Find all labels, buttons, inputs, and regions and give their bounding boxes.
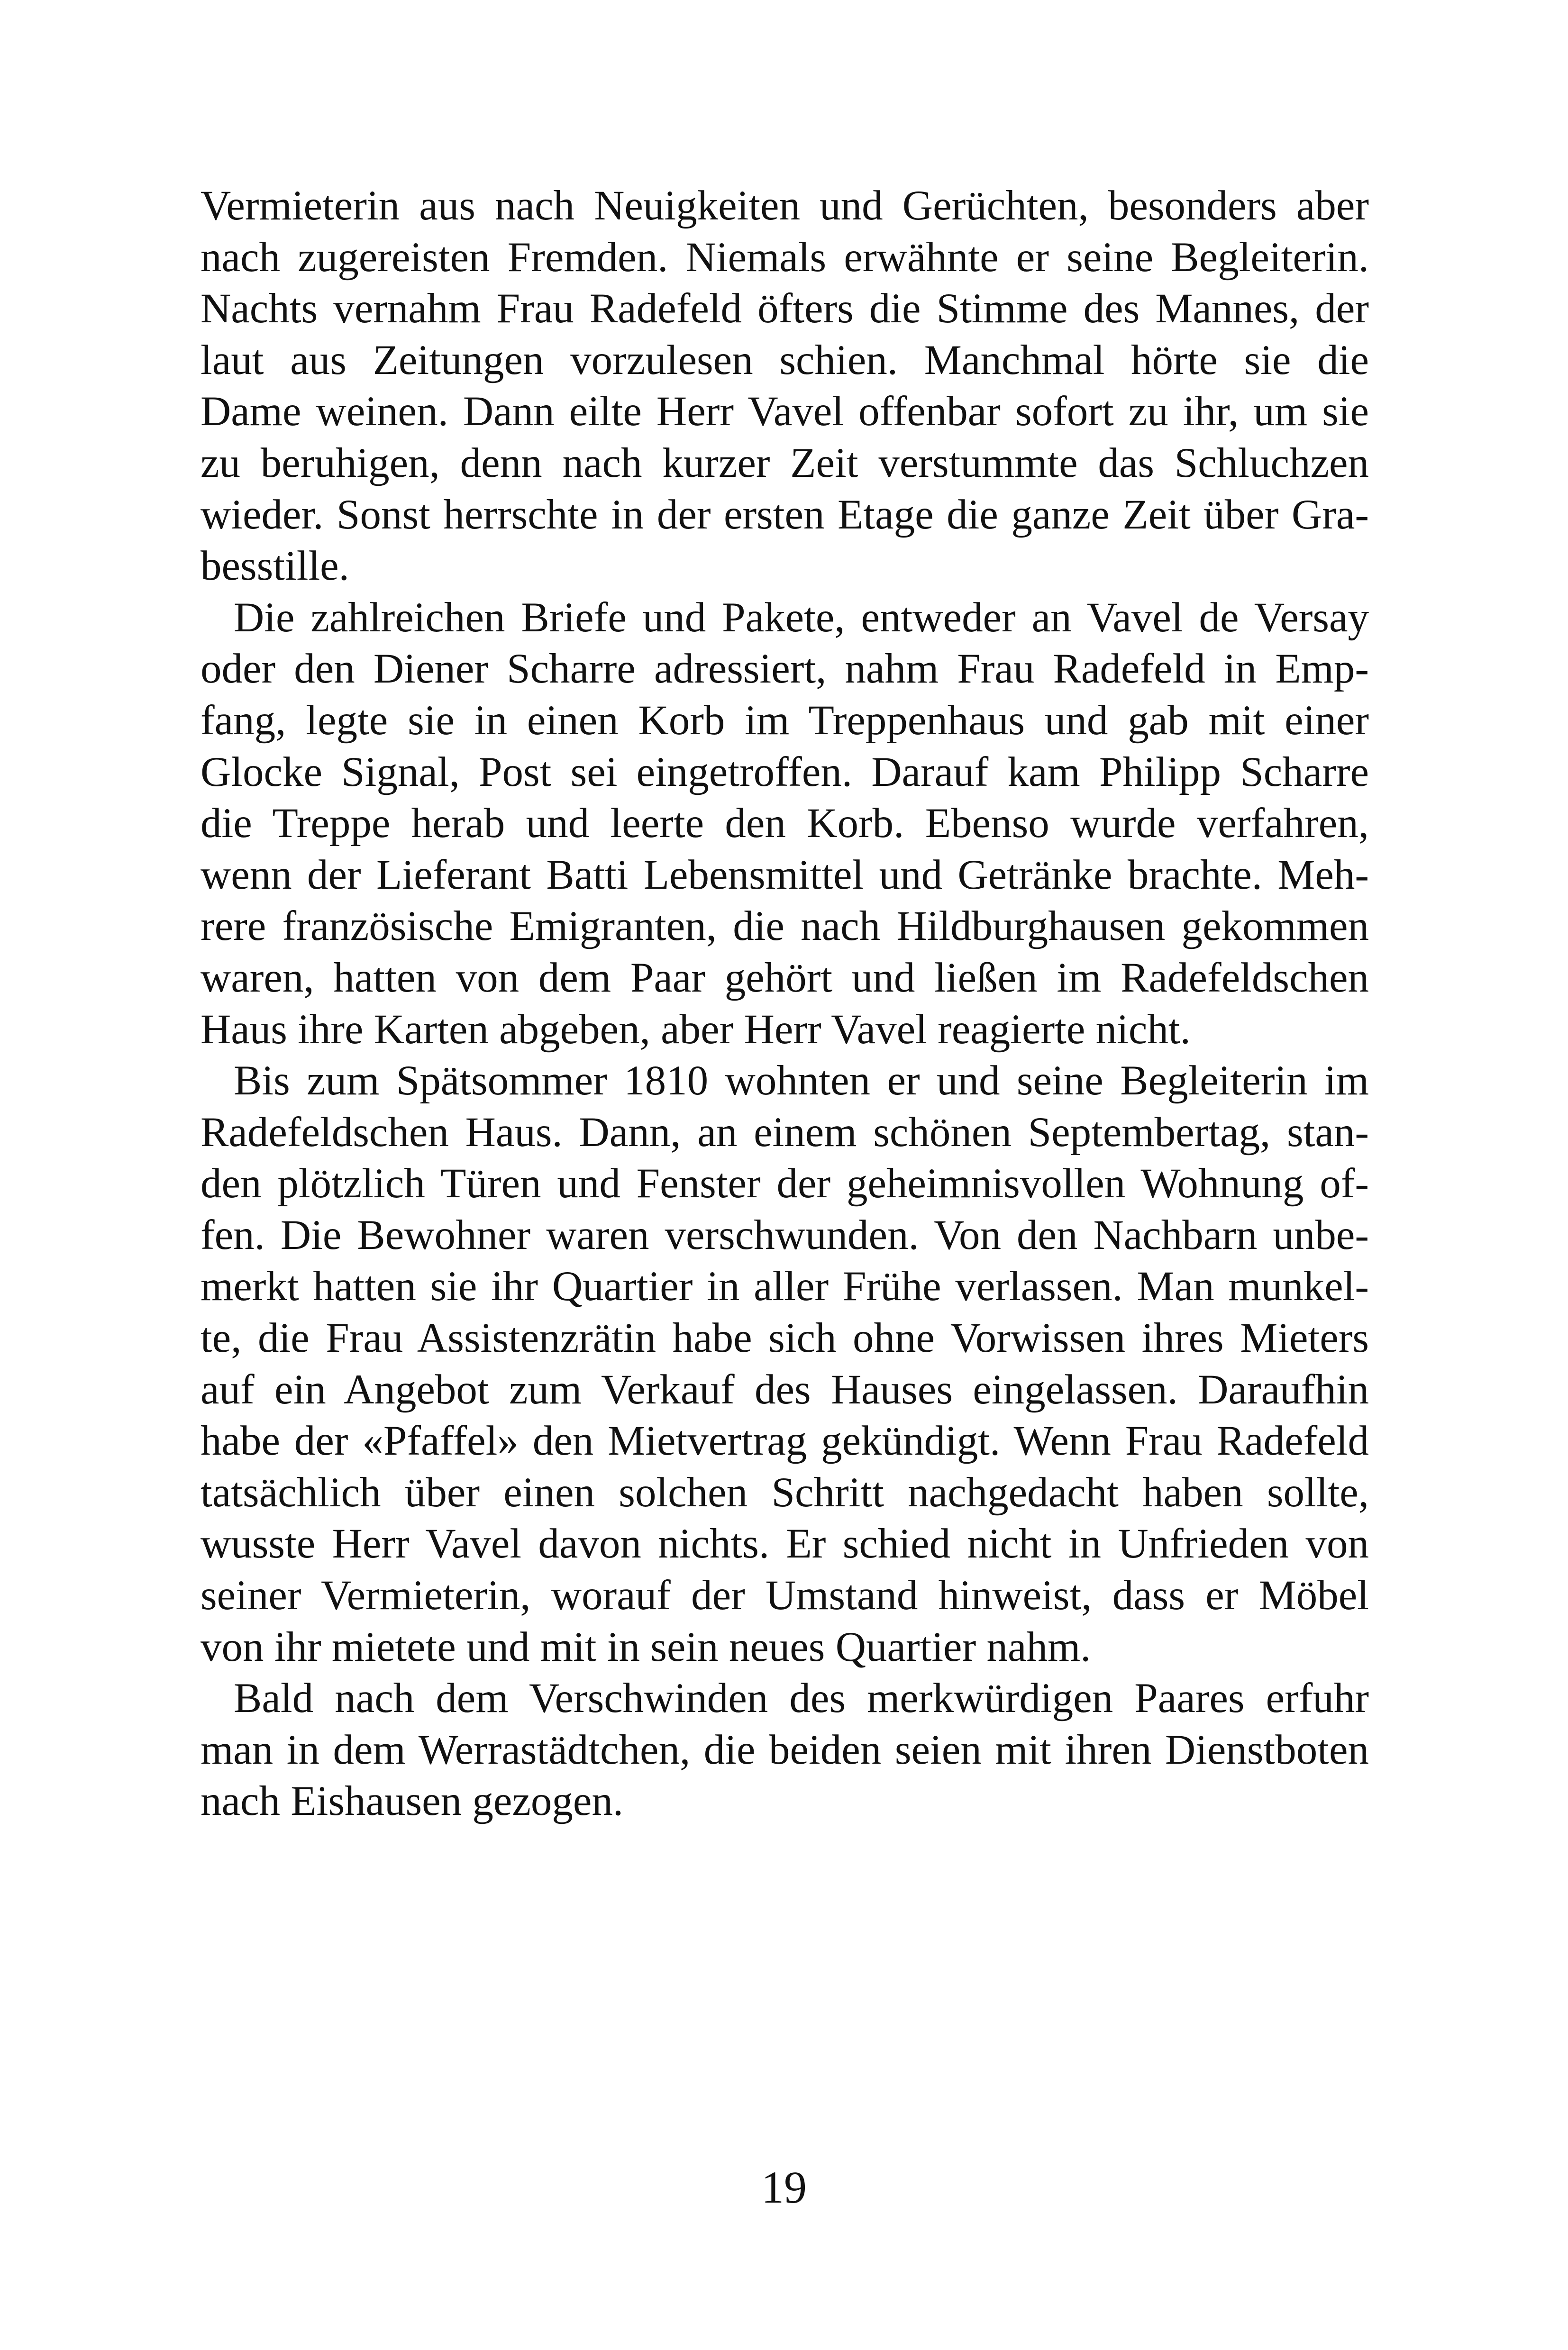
text-line: besstille. xyxy=(201,543,349,590)
text-line: Radefeldschen Haus. Dann, an einem schönen Septembertag, stan- xyxy=(201,1109,1369,1156)
text-line: rere französische Emigranten, die nach Hildburghausen gekommen xyxy=(201,903,1369,950)
text-line: fang, legte sie in einen Korb im Treppenhaus und gab mit einer xyxy=(201,697,1369,744)
paragraph-2 xyxy=(201,592,1369,1055)
text-line: Bis zum Spätsommer 1810 wohnten er und seine Begleiterin im xyxy=(234,1057,1369,1104)
text-line: Vermieterin aus nach Neuigkeiten und Gerüchten, besonders aber xyxy=(201,182,1369,229)
text-line: nach zugereisten Fremden. Niemals erwähnte er seine Begleiterin. xyxy=(201,234,1369,281)
text-line: von ihr mietete und mit in sein neues Quartier nahm. xyxy=(201,1623,1091,1670)
paragraph-4 xyxy=(201,1673,1369,1827)
text-line: waren, hatten von dem Paar gehört und ließen im Radefeldschen xyxy=(201,954,1369,1001)
text-line: Dame weinen. Dann eilte Herr Vavel offenbar sofort zu ihr, um sie xyxy=(201,388,1369,435)
text-line: te, die Frau Assistenzrätin habe sich ohne Vorwissen ihres Mieters xyxy=(201,1315,1369,1362)
text-line: Die zahlreichen Briefe und Pakete, entweder an Vavel de Versay xyxy=(234,594,1369,641)
text-line: man in dem Werrastädtchen, die beiden seien mit ihren Dienstboten xyxy=(201,1726,1369,1773)
text-line: laut aus Zeitungen vorzulesen schien. Manchmal hörte sie die xyxy=(201,337,1369,383)
text-line: zu beruhigen, denn nach kurzer Zeit verstummte das Schluchzen xyxy=(201,439,1369,486)
text-line: Nachts vernahm Frau Radefeld öfters die Stimme des Mannes, der xyxy=(201,285,1369,332)
text-line: merkt hatten sie ihr Quartier in aller Frühe verlassen. Man munkel- xyxy=(201,1263,1369,1310)
text-line: fen. Die Bewohner waren verschwunden. Von den Nachbarn unbe- xyxy=(201,1211,1369,1258)
text-line: Bald nach dem Verschwinden des merkwürdigen Paares erfuhr xyxy=(234,1675,1369,1722)
page-body xyxy=(201,180,1369,1827)
text-line: seiner Vermieterin, worauf der Umstand hinweist, dass er Möbel xyxy=(201,1572,1369,1619)
text-line: Haus ihre Karten abgeben, aber Herr Vavel reagierte nicht. xyxy=(201,1006,1191,1053)
text-line: habe der «Pfaffel» den Mietvertrag gekündigt. Wenn Frau Radefeld xyxy=(201,1418,1369,1465)
text-line: die Treppe herab und leerte den Korb. Ebenso wurde verfahren, xyxy=(201,800,1369,847)
text-line: Glocke Signal, Post sei eingetroffen. Darauf kam Philipp Scharre xyxy=(201,748,1369,795)
text-line: nach Eishausen gezogen. xyxy=(201,1778,624,1825)
text-line: oder den Diener Scharre adressiert, nahm Frau Radefeld in Emp- xyxy=(201,646,1369,692)
text-line: auf ein Angebot zum Verkauf des Hauses eingelassen. Daraufhin xyxy=(201,1366,1369,1413)
text-line: wieder. Sonst herrschte in der ersten Etage die ganze Zeit über Gra- xyxy=(201,491,1369,538)
text-line: den plötzlich Türen und Fenster der geheimnisvollen Wohnung of- xyxy=(201,1160,1369,1207)
text-line: tatsächlich über einen solchen Schritt nachgedacht haben sollte, xyxy=(201,1469,1369,1516)
text-line: wenn der Lieferant Batti Lebensmittel und Getränke brachte. Meh- xyxy=(201,851,1369,898)
page-number: 19 xyxy=(761,2162,807,2213)
text-line: wusste Herr Vavel davon nichts. Er schied nicht in Unfrieden von xyxy=(201,1521,1369,1567)
paragraph-1 xyxy=(201,180,1369,592)
paragraph-3 xyxy=(201,1055,1369,1673)
